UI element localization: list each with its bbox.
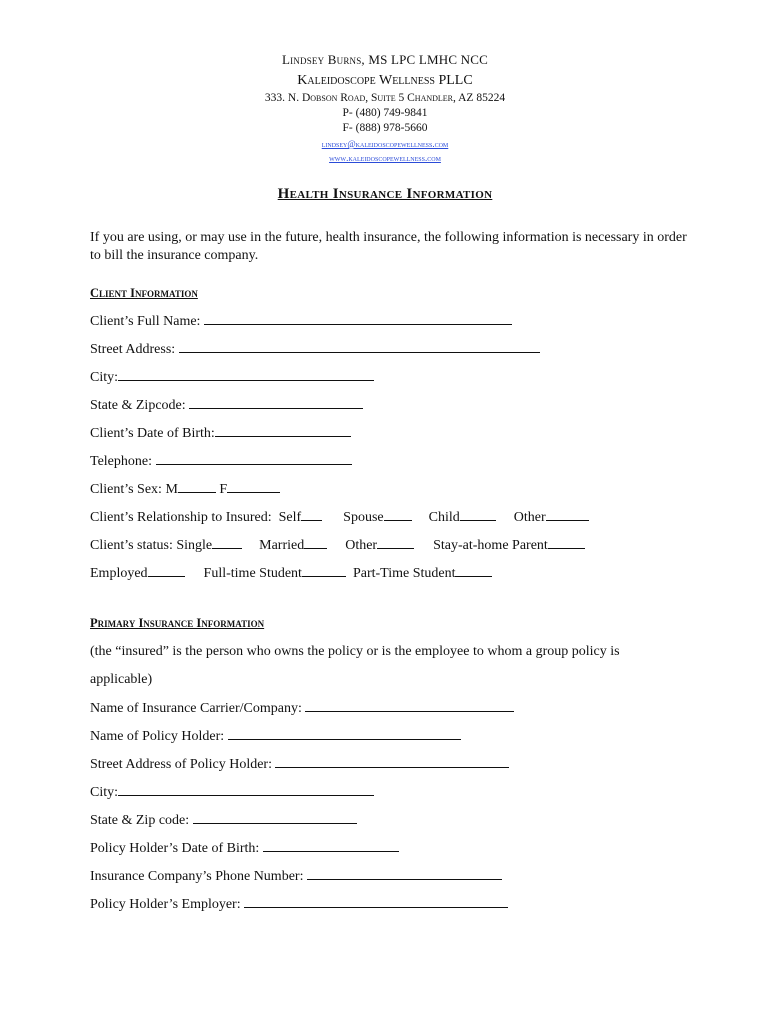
holder-employer-field[interactable]: [244, 895, 508, 908]
city-row: [90, 368, 374, 387]
part-time-student-field[interactable]: [455, 564, 492, 577]
holder-employer-row: [90, 895, 508, 914]
insured-note-line1: (the “insured” is the person who owns the policy or is the employee to whom a group policy is: [90, 644, 620, 659]
street-address-field[interactable]: [179, 340, 540, 353]
website-link[interactable]: www.kaleidoscopewellness.com: [329, 153, 441, 163]
client-status-row: [90, 536, 585, 555]
policy-holder-row: [90, 727, 461, 746]
employment-row: [90, 564, 492, 583]
city-field[interactable]: [118, 368, 374, 381]
company-phone-label: Insurance Company’s Phone Number:: [90, 869, 307, 884]
rel-spouse-label: Spouse: [343, 510, 384, 525]
street-address-label: Street Address:: [90, 342, 179, 357]
status-other-field[interactable]: [377, 536, 414, 549]
company-phone-field[interactable]: [307, 867, 502, 880]
phone-number: P- (480) 749-9841: [342, 107, 428, 119]
relationship-row: [90, 508, 589, 527]
full-time-student-field[interactable]: [302, 564, 346, 577]
state-zip-row: [90, 396, 363, 415]
holder-dob-label: Policy Holder’s Date of Birth:: [90, 841, 263, 856]
telephone-row: [90, 452, 352, 471]
holder-city-label: City:: [90, 785, 119, 800]
client-dob-label: Client’s Date of Birth:: [90, 426, 215, 441]
status-married-label: Married: [259, 538, 305, 553]
state-zip-label: State & Zipcode:: [90, 398, 190, 413]
holder-street-row: [90, 755, 509, 774]
company-name: Kaleidoscope Wellness PLLC: [297, 73, 473, 88]
rel-child-field[interactable]: [460, 508, 496, 521]
client-information-heading: Client Information: [90, 286, 198, 300]
client-dob-field[interactable]: [215, 424, 351, 437]
full-time-student-label: Full-time Student: [203, 566, 302, 581]
status-single-field[interactable]: [212, 536, 242, 549]
carrier-field[interactable]: [305, 699, 514, 712]
holder-dob-field[interactable]: [263, 839, 399, 852]
holder-state-zip-field[interactable]: [193, 811, 357, 824]
policy-holder-label: Name of Policy Holder:: [90, 729, 228, 744]
sex-f-field[interactable]: [227, 480, 280, 493]
city-label: City:: [90, 370, 119, 385]
employed-label: Employed: [90, 566, 148, 581]
carrier-label: Name of Insurance Carrier/Company:: [90, 701, 306, 716]
holder-city-row: [90, 783, 374, 802]
status-other-label: Other: [345, 538, 378, 553]
status-label: Client’s status: Single: [90, 538, 213, 553]
fax-number: F- (888) 978-5660: [342, 122, 428, 134]
company-phone-row: [90, 867, 502, 886]
holder-city-field[interactable]: [118, 783, 374, 796]
client-sex-row: [90, 480, 280, 499]
holder-employer-label: Policy Holder’s Employer:: [90, 897, 245, 912]
status-stay-home-field[interactable]: [548, 536, 585, 549]
holder-dob-row: [90, 839, 399, 858]
carrier-row: [90, 699, 514, 718]
practitioner-name: Lindsey Burns, MS LPC LMHC NCC: [281, 52, 489, 67]
state-zip-field[interactable]: [189, 396, 363, 409]
part-time-student-label: Part-Time Student: [352, 566, 456, 581]
holder-street-field[interactable]: [275, 755, 509, 768]
telephone-label: Telephone:: [90, 454, 156, 469]
company-address: 333. N. Dobson Road, Suite 5 Chandler, AZ 85224: [264, 92, 506, 104]
insured-note-line2: applicable): [90, 672, 153, 687]
telephone-field[interactable]: [156, 452, 352, 465]
email-link[interactable]: lindsey@kaleidoscopewellness.com: [321, 139, 449, 149]
policy-holder-field[interactable]: [228, 727, 461, 740]
letterhead: [0, 52, 770, 165]
status-stay-home-label: Stay-at-home Parent: [433, 538, 548, 553]
client-dob-row: [90, 424, 351, 443]
client-sex-label: Client’s Sex: M: [90, 482, 178, 497]
status-married-field[interactable]: [304, 536, 327, 549]
holder-state-zip-label: State & Zip code:: [90, 813, 193, 828]
rel-spouse-field[interactable]: [384, 508, 412, 521]
primary-insurance-heading: Primary Insurance Information: [90, 616, 265, 630]
sex-f-label: F: [215, 482, 228, 497]
form-title: Health Insurance Information: [277, 186, 493, 202]
rel-other-label: Other: [513, 510, 546, 525]
employed-field[interactable]: [148, 564, 185, 577]
rel-self-field[interactable]: [301, 508, 322, 521]
sex-m-field[interactable]: [178, 480, 216, 493]
client-full-name-row: [90, 312, 512, 331]
rel-child-label: Child: [428, 510, 460, 525]
relationship-label: Client’s Relationship to Insured: Self: [90, 510, 302, 525]
street-address-row: [90, 340, 540, 359]
intro-paragraph: If you are using, or may use in the future, health insurance, the following information is necessary in order to bill the insurance company.: [90, 230, 687, 263]
holder-state-zip-row: [90, 811, 357, 830]
client-full-name-field[interactable]: [204, 312, 512, 325]
holder-street-label: Street Address of Policy Holder:: [90, 757, 276, 772]
client-full-name-label: Client’s Full Name:: [90, 314, 204, 329]
rel-other-field[interactable]: [546, 508, 589, 521]
